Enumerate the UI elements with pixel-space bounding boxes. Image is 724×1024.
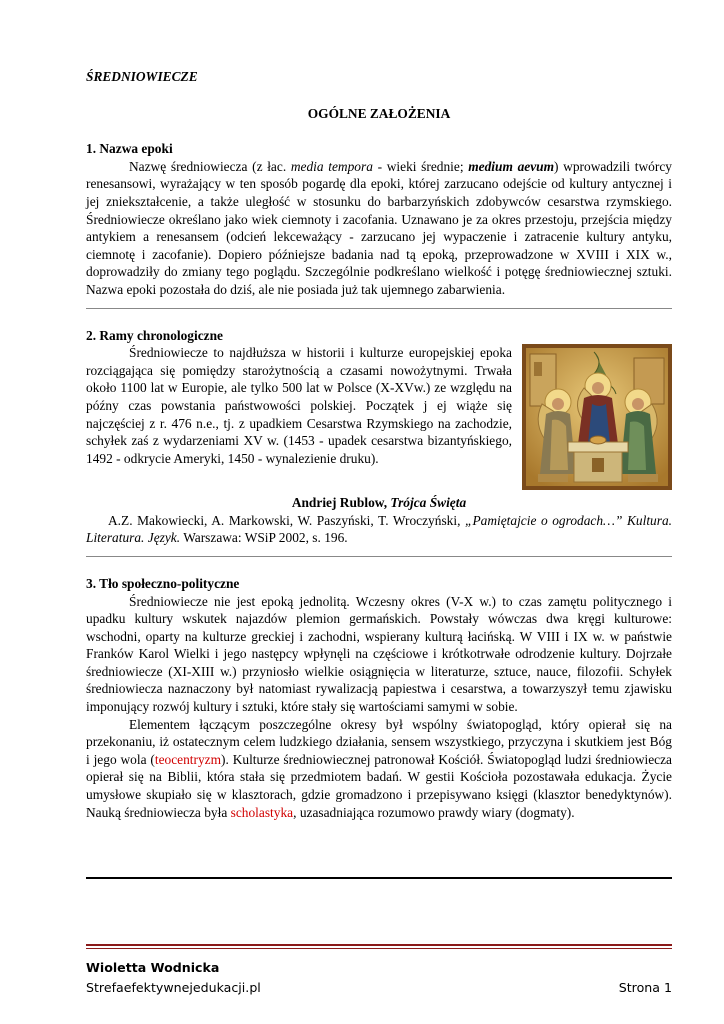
document-page bbox=[86, 68, 672, 821]
citation-authors: A.Z. Makowiecki, A. Markowski, W. Paszyński, T. Wroczyński, bbox=[108, 512, 465, 528]
text-run: ) wprowadzili twórcy renesansowi, wyrażający w ten sposób pogardę dla epoki, której zarzucano odejście od kultury antycznej i jej zniekształcenie, a także uległość w stosunku do barbarzyńskich zdobywców cesarstwa rzymskiego. Średniowiecze określano jako wiek ciemnoty i zacofania. Uznawano je za okres przestoju, przejścia między antykiem a renesansem (odcień lekceważący - zarzucano jej wypaczenie i zatracenie kultury antyku, ciemnotę i zacofanie). Dopiero późniejsze badania nad tą epoką, przeprowadzone w XVIII i XIX w., doprowadziły do zmiany tego poglądu. Szczególnie podkreślano wielkość i potęgę średniowiecznej sztuki. Nazwa epoki pozostała do dziś, ale nie posiada już tak ujemnego zabarwienia. bbox=[86, 158, 672, 297]
section-heading: 1. Nazwa epoki bbox=[86, 141, 173, 157]
latin-term: media tempora bbox=[290, 158, 373, 174]
footer-site: Strefaefektywnejedukacji.pl bbox=[86, 980, 261, 995]
text-run: - wieki średnie; bbox=[372, 158, 469, 174]
citation-title: „Pamiętajcie o ogrodach…” Kultura. Literatura. Język. bbox=[86, 512, 673, 546]
section-chronology bbox=[86, 327, 672, 547]
latin-term: medium aevum bbox=[468, 158, 555, 174]
paragraph bbox=[86, 158, 672, 299]
text-run: Elementem łączącym poszczególne okresy był wspólny światopogląd, który opierał się na przekonaniu, iż ostatecznym celem ludzkiego działania, sensem wszystkiego, przyczyna i skutkiem jest Bóg i jego wola ( bbox=[86, 716, 672, 767]
trinity-icon-painting bbox=[522, 344, 672, 490]
section-socio-political bbox=[86, 575, 672, 821]
section-epoch-name bbox=[86, 140, 672, 298]
document-title: ŚREDNIOWIECZE bbox=[86, 69, 198, 84]
paragraph: Średniowiecze to najdłuższa w historii i kulturze europejskiej epoka rozciągająca się pomiędzy starożytnością a czasami nowożytnymi. Trwała około 1100 lat w Europie, ale tylko 500 lat w Polsce (X-XVw.) ze względu na późny czas powstania państwowości polskiej. Początek j ej wiąże się najczęściej z r. 476 n.e., tj. z upadkiem Cesarstwa Rzymskiego na zachodzie, schyłek zaś z wydarzeniami XV w. (1453 - upadek cesarstwa bizantyńskiego, 1492 - odkrycie Ameryki, 1450 - wynalezienie druku). bbox=[86, 345, 512, 466]
highlight-term-teocentryzm: teocentryzm bbox=[154, 751, 222, 767]
page-footer bbox=[86, 958, 672, 995]
paragraph: Średniowiecze nie jest epoką jednolitą. Wczesny okres (V-X w.) to czas zamętu politycznego i upadku kultury wskutek najazdów plemion germańskich. Powstały wówczas dwa kręgi kulturowe: wschodni, oparty na kulturze greckiej i zachodni, wspierany kulturą łacińską. W VIII i IX w. w państwie Franków Karol Wielki i jego następcy wpłynęli na częściowe i krótkotrwałe odrodzenie kultury. Dojrzałe średniowiecze (XI-XIII w.) przyniosło wielkie osiągnięcia w literaturze, sztuce, nauce, filozofii. Schyłek średniowiecza naznaczony był natomiast rywalizacją papiestwa i cesarstwa, a towarzyszył temu zjawisku imponujący rozwój kultury i sztuki, które stały się wartościami samymi w sobie. bbox=[86, 593, 672, 715]
footer-author: Wioletta Wodnicka bbox=[86, 960, 220, 975]
image-caption bbox=[86, 494, 672, 512]
text-run: Nazwę średniowiecza (z łac. bbox=[129, 158, 291, 174]
citation-publisher: Warszawa: WSiP 2002, s. 196. bbox=[180, 530, 348, 546]
caption-title: Trójca Święta bbox=[390, 495, 467, 511]
footer-rule-thick bbox=[86, 944, 672, 946]
text-run: , uzasadniająca rozumowo prawdy wiary (dogmaty). bbox=[293, 804, 575, 820]
footer-page-number: Strona 1 bbox=[618, 980, 672, 995]
icon-painting-image bbox=[522, 344, 672, 490]
section-heading: 2. Ramy chronologiczne bbox=[86, 327, 223, 343]
paragraph bbox=[86, 716, 672, 822]
divider bbox=[86, 556, 672, 557]
caption-author: Andriej Rublow, bbox=[291, 495, 391, 511]
divider bbox=[86, 308, 672, 309]
footer-rule-thin bbox=[86, 948, 672, 949]
bottom-divider bbox=[86, 877, 672, 879]
text-run: ). Kulturze średniowiecznej patronował Kościół. Światopogląd ludzi średniowiecza opierał się na Biblii, która stała się przedmiotem badań. W gestii Kościoła pozostawała edukacja. Życie umysłowe skupiało się w klasztorach, gdzie gromadzono i przepisywano księgi (klasztor benedyktynów). Nauką średniowiecza była bbox=[86, 751, 672, 820]
bibliographic-citation bbox=[86, 512, 672, 547]
section-heading: 3. Tło społeczno-polityczne bbox=[86, 575, 240, 591]
highlight-term-scholastyka: scholastyka bbox=[230, 804, 294, 820]
document-subtitle: OGÓLNE ZAŁOŻENIA bbox=[307, 105, 451, 121]
